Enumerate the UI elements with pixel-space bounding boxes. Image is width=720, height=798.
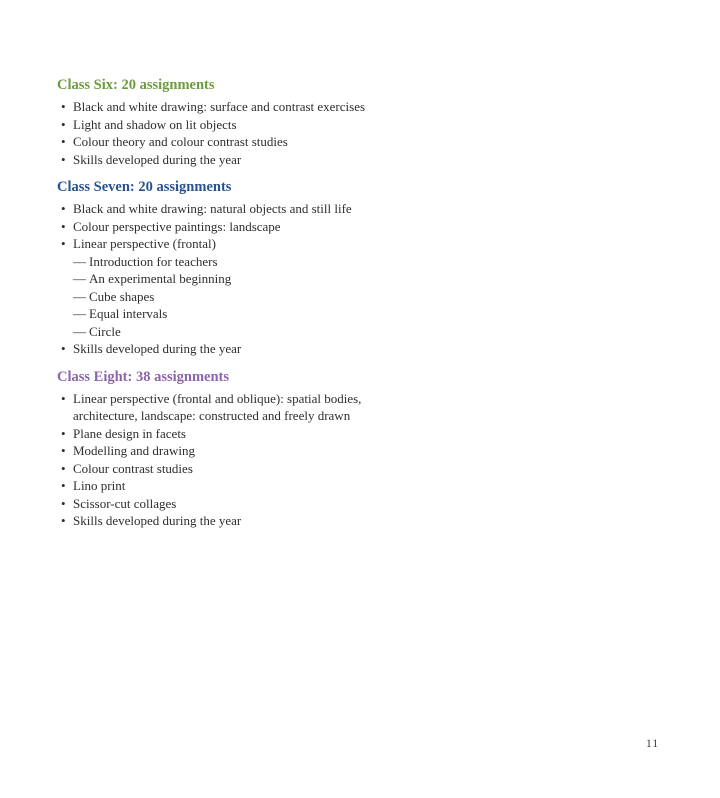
list-item [57,425,368,443]
list-item-text: Colour contrast studies [73,460,193,476]
bullet-icon: • [61,390,66,406]
bullet-icon: • [61,151,66,167]
list-item-text: Black and white drawing: surface and contrast exercises [73,99,366,114]
list-item-text: Colour perspective paintings: landscape [73,218,281,234]
section-class-six [57,76,368,168]
sub-list-item-text: An experimental beginning [89,271,232,286]
bullet-icon: • [61,478,66,493]
list-item [57,495,368,513]
bullet-icon: • [61,495,66,511]
sub-list-item [73,305,368,323]
list-item [57,133,368,151]
list-item-text: Skills developed during the year [73,513,242,528]
sub-list-item-text: Circle [89,323,121,339]
sub-list-item-text: Introduction for teachers [89,253,218,269]
list-item [57,218,368,236]
dash-icon: — [73,271,86,286]
list-item-text: Modelling and drawing [73,443,196,458]
bullet-icon: • [61,425,66,441]
sub-list-item [73,288,368,306]
bullet-icon: • [61,201,66,216]
list-item [57,340,368,358]
list-item [57,512,368,530]
bullet-icon: • [61,236,66,251]
list-item-text: Lino print [73,478,126,493]
page-content [57,76,368,530]
bullet-icon: • [61,341,66,356]
dash-icon: — [73,253,86,269]
list-item-with-subitems [73,235,368,340]
bullet-icon: • [61,116,66,132]
section-class-seven [57,178,368,358]
bullet-icon: • [61,134,66,149]
bullet-icon: • [61,513,66,528]
list-item [57,98,368,116]
list-item-text: Scissor-cut collages [73,495,177,511]
list-item-text: Black and white drawing: natural objects and still life [73,201,352,216]
list-item [57,151,368,169]
list-item [57,390,368,425]
dash-icon: — [73,288,86,304]
list-item [57,442,368,460]
section-heading-class-seven: Class Seven: 20 assignments [57,179,232,195]
sub-list-item [73,253,368,271]
list-item-text: Light and shadow on lit objects [73,116,237,132]
list-item [57,477,368,495]
bullet-icon: • [61,99,66,114]
section-heading-class-eight: Class Eight: 38 assignments [57,368,230,385]
list-item [57,235,368,340]
sub-list-item [73,323,368,341]
page-number: 11 [646,738,660,750]
list-item-text: Skills developed during the year [73,151,242,167]
bullet-icon: • [61,443,66,458]
section-heading-class-six: Class Six: 20 assignments [57,77,215,93]
dash-icon: — [73,306,86,321]
list-item-text: Skills developed during the year [73,341,242,356]
list-item [57,200,368,218]
sub-list-item [73,270,368,288]
list-item-text: Colour theory and colour contrast studies [73,134,288,149]
list-item-text: Linear perspective (frontal) [73,236,216,251]
section-class-eight [57,368,368,530]
list-item [57,460,368,478]
dash-icon: — [73,323,86,339]
bullet-icon: • [61,218,66,234]
list-item-text: Plane design in facets [73,425,186,441]
sub-list-item-text: Cube shapes [89,288,155,304]
list-item-text: Linear perspective (frontal and oblique): spatial bodies, architecture, landscape: constructed and freely drawn [73,390,362,423]
list-item [57,116,368,134]
bullet-icon: • [61,460,66,476]
sub-list-item-text: Equal intervals [89,306,168,321]
